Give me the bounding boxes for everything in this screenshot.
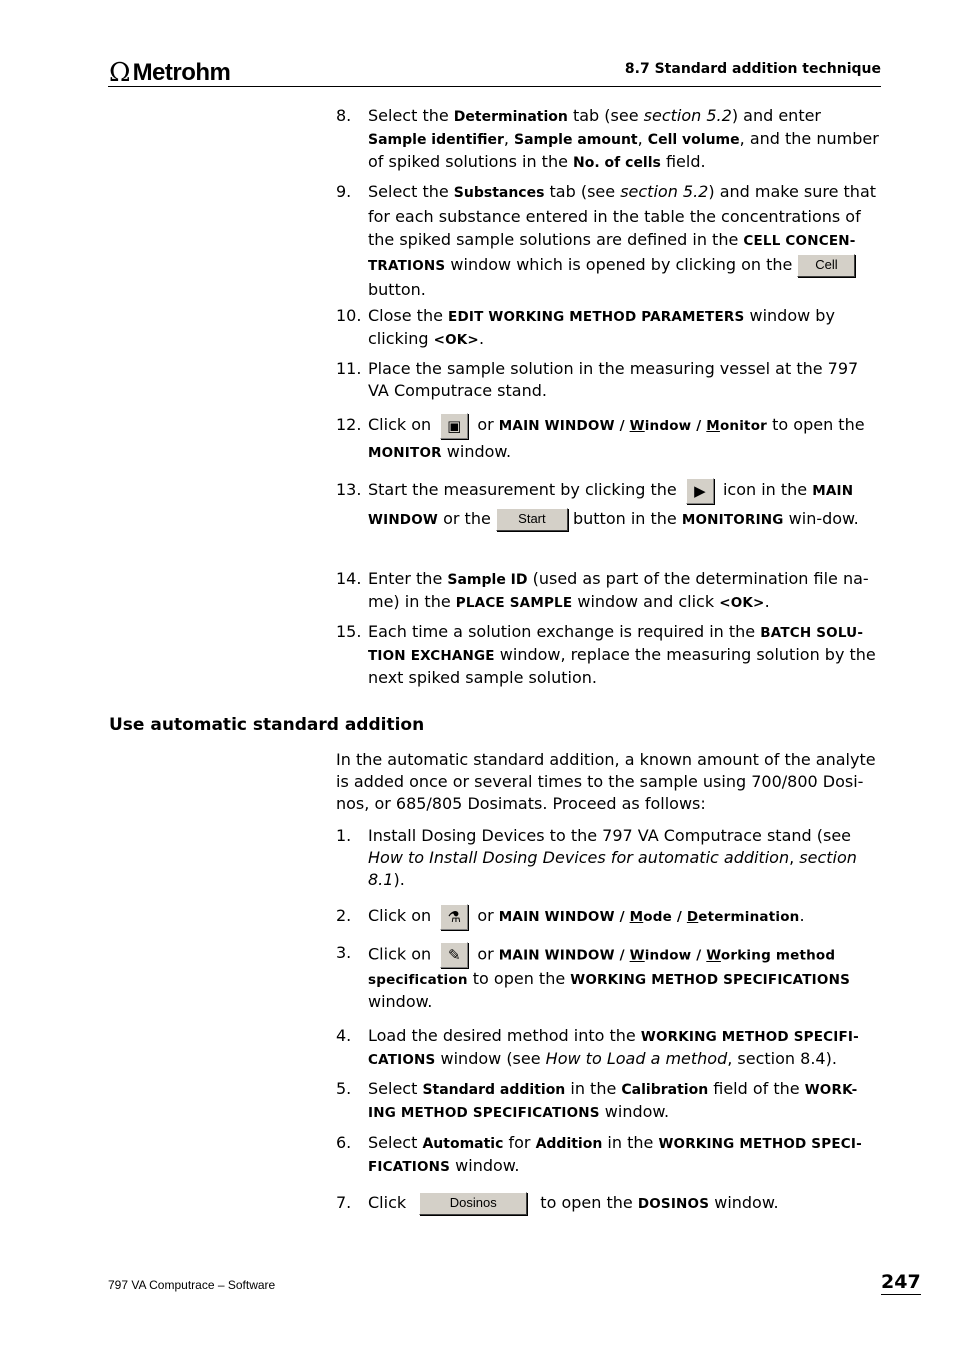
auto-step-6: 6. Select Automatic for Addition in the WORKING METHOD SPECI-FICATIONS window. xyxy=(336,1133,862,1175)
working-method-spec-icon[interactable]: ✎ xyxy=(440,942,468,968)
step-15: 15. Each time a solution exchange is required in the BATCH SOLU-TION EXCHANGE window, replace the measuring solution by the next spiked sample solution. xyxy=(336,622,876,687)
section-heading: Use automatic standard addition xyxy=(109,715,425,735)
auto-step-1: 1. Install Dosing Devices to the 797 VA Computrace stand (see How to Install Dosing Devices for automatic addition, section 8.1). xyxy=(336,826,857,889)
omega-logo-icon: Ω xyxy=(109,58,131,88)
start-button[interactable]: Start xyxy=(496,508,568,531)
footer-product: 797 VA Computrace – Software xyxy=(108,1278,276,1292)
auto-step-4: 4. Load the desired method into the WORKING METHOD SPECIFI-CATIONS window (see How to Load a method, section 8.4). xyxy=(336,1026,859,1068)
step-9: 9. Select the Substances tab (see section 5.2) and make sure that for each substance entered in the table the concentrations of the spiked sample solutions are defined in the CELL CONCEN-TRATIONS window which is opened by clicking on the Cell button. xyxy=(336,182,877,299)
step-11: 11. Place the sample solution in the measuring vessel at the 797 VA Computrace stand. xyxy=(336,359,859,400)
step-14: 14. Enter the Sample ID (used as part of the determination file na-me) in the PLACE SAMPLE window and click <OK>. xyxy=(336,569,869,611)
dosinos-button[interactable]: Dosinos xyxy=(419,1192,527,1215)
auto-step-2: 2. Click on ⚗ or MAIN WINDOW / Mode / Determination. xyxy=(336,903,882,930)
cell-button[interactable]: Cell xyxy=(797,254,855,277)
page-number: 247 xyxy=(881,1271,921,1293)
header-section-title: 8.7 Standard addition technique xyxy=(624,61,881,77)
step-12: 12. Click on ▣ or MAIN WINDOW / Window / Monitor to open the MONITOR window. xyxy=(336,412,882,466)
logo-text: Metrohm xyxy=(132,59,231,86)
play-icon[interactable]: ▶ xyxy=(686,478,714,504)
determination-mode-icon[interactable]: ⚗ xyxy=(440,904,468,930)
header-rule xyxy=(108,86,881,87)
step-10: 10. Close the EDIT WORKING METHOD PARAMETERS window by clicking <OK>. xyxy=(336,306,835,348)
auto-step-5: 5. Select Standard addition in the Calibration field of the WORK-ING METHOD SPECIFICATIONS window. xyxy=(336,1079,858,1121)
auto-step-3: 3. Click on ✎ or MAIN WINDOW / Window / Working method specification to open the WORKING METHOD SPECIFICATIONS window. xyxy=(336,943,850,1011)
auto-step-7: 7. Click Dosinos to open the DOSINOS window. xyxy=(336,1188,882,1219)
step-8: 8. Select the Determination tab (see section 5.2) and enter Sample identifier, Sample amount, Cell volume, and the number of spiked solutions in the No. of cells field. xyxy=(336,106,879,171)
step-13: 13. Start the measurement by clicking the ▶ icon in the MAIN WINDOW or the Start button in the MONITORING win-dow. xyxy=(336,476,882,534)
intro-paragraph: In the automatic standard addition, a known amount of the analyte is added once or several times to the sample using 700/800 Dosi-nos, or 685/805 Dosimats. Proceed as follows: xyxy=(336,750,876,813)
monitor-window-icon[interactable]: ▣ xyxy=(440,413,468,439)
metrohm-logo xyxy=(109,59,230,87)
